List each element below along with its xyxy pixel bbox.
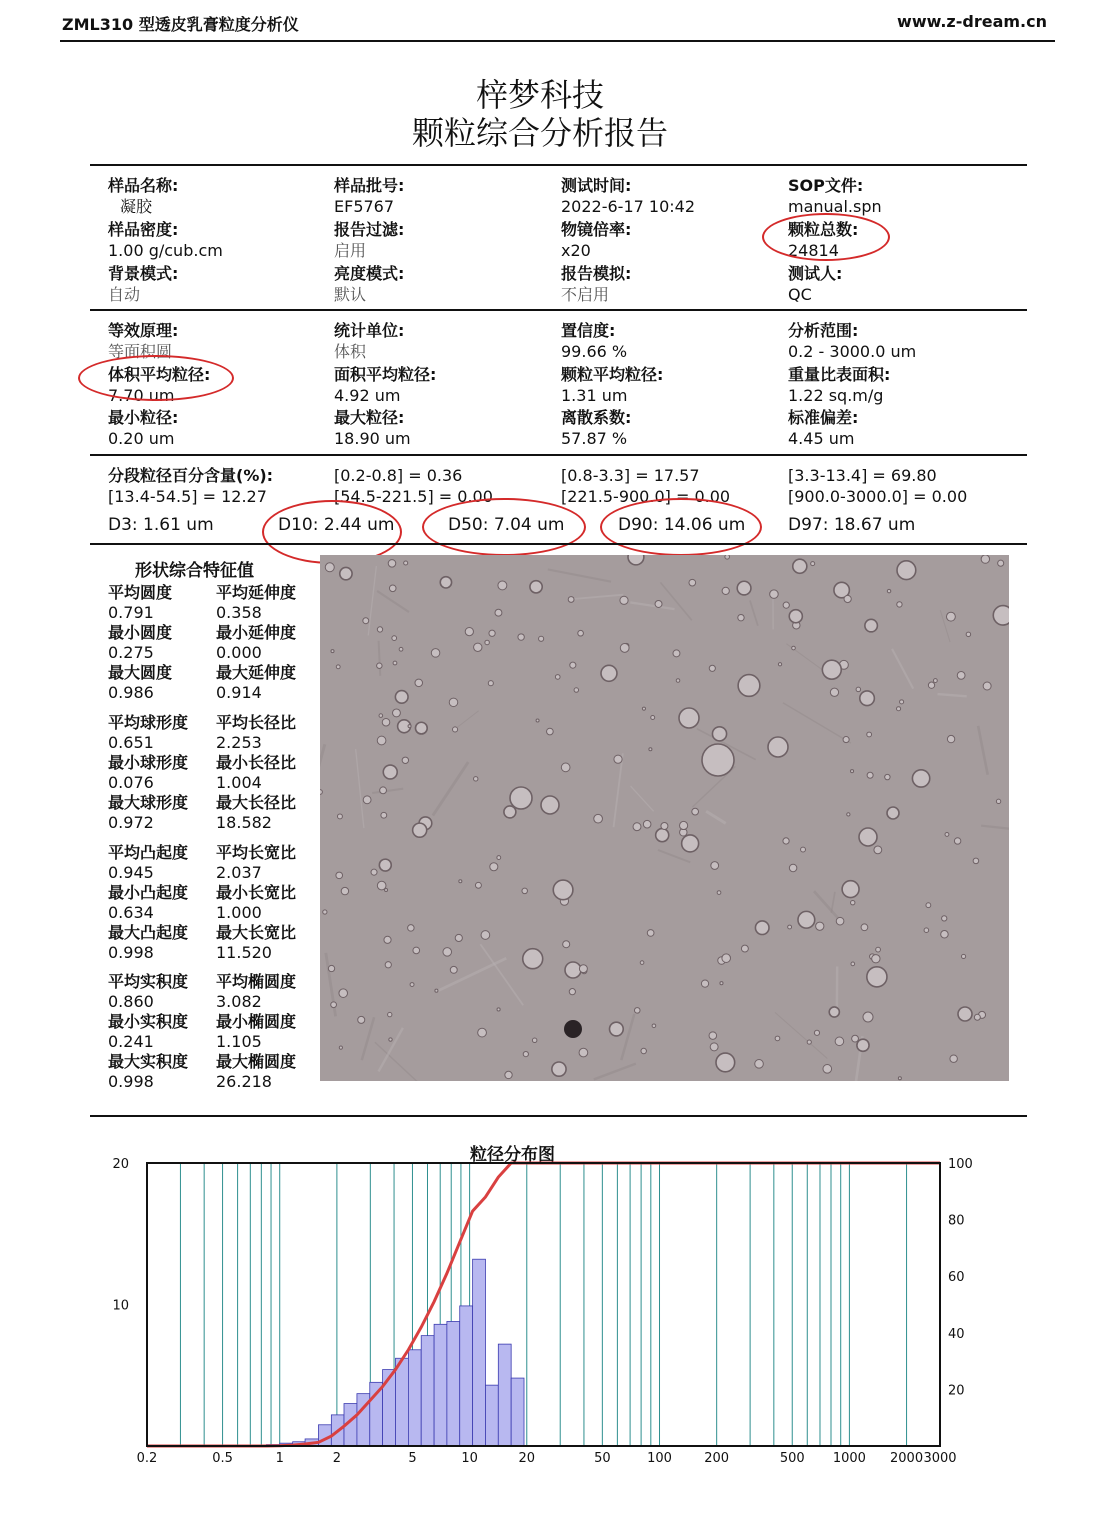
cumulative-curve	[147, 1163, 940, 1446]
histogram-bar	[408, 1350, 421, 1446]
shape-feature-value: 1.004	[216, 773, 262, 792]
x-tick-label: 200	[704, 1451, 730, 1466]
stat-cell: 重量比表面积: 1.22 sq.m/g	[788, 365, 891, 405]
microscope-image	[320, 555, 1009, 1081]
shape-feature-value: 18.582	[216, 813, 272, 832]
shape-feature-label: 平均长宽比	[216, 843, 297, 862]
shape-feature-label: 最小凸起度	[108, 883, 189, 902]
histogram-bar	[511, 1378, 524, 1446]
y-right-tick-label: 40	[948, 1326, 965, 1342]
shape-feature-value: 1.000	[216, 903, 262, 922]
shape-feature-label: 平均椭圆度	[216, 972, 297, 991]
histogram-bar	[421, 1336, 434, 1446]
x-tick-label: 2	[332, 1451, 342, 1466]
histogram-bar	[498, 1344, 511, 1446]
x-tick-label: 10	[461, 1451, 478, 1466]
shape-feature-label: 平均延伸度	[216, 583, 297, 602]
shape-feature-label: 最小长径比	[216, 753, 297, 772]
histogram-bar	[473, 1259, 486, 1446]
divider	[90, 454, 1027, 456]
info-cell: 测试时间: 2022-6-17 10:42	[561, 176, 695, 216]
header-product-name: ZML310 型透皮乳膏粒度分析仪	[62, 15, 299, 34]
segment-cell: [0.8-3.3] = 17.57 [221.5-900.0] = 0.00	[561, 466, 731, 506]
shape-feature-value: 0.998	[108, 1072, 154, 1091]
company-title: 梓梦科技	[475, 76, 604, 114]
stat-cell: 面积平均粒径: 4.92 um	[334, 365, 437, 405]
info-cell: 背景模式: 自动	[108, 264, 179, 304]
shape-feature-group	[216, 843, 316, 963]
x-tick-label: 500	[779, 1451, 805, 1466]
shape-feature-label: 最小长宽比	[216, 883, 297, 902]
shape-feature-value: 11.520	[216, 943, 272, 962]
shape-feature-value: 2.253	[216, 733, 262, 752]
d10-value: D10: 2.44 um	[278, 515, 395, 535]
shape-feature-value: 0.076	[108, 773, 154, 792]
stat-cell: 统计单位: 体积	[334, 321, 405, 361]
x-tick-label: 1000	[832, 1451, 866, 1466]
shape-feature-value: 0.914	[216, 683, 262, 702]
d97-value: D97: 18.67 um	[788, 515, 916, 535]
x-tick-label: 3000	[923, 1451, 957, 1466]
info-cell: 样品名称: 凝胶	[108, 176, 179, 216]
d50-value: D50: 7.04 um	[448, 515, 565, 535]
shape-feature-value: 0.860	[108, 992, 154, 1011]
histogram-bar	[447, 1321, 460, 1446]
info-cell: 样品密度: 1.00 g/cub.cm	[108, 220, 223, 260]
shape-feature-value: 0.241	[108, 1032, 154, 1051]
shape-feature-label: 最小球形度	[108, 753, 189, 772]
histogram-bar	[395, 1358, 408, 1446]
stat-cell: 体积平均粒径: 7.70 um	[108, 365, 211, 405]
report-title: 颗粒综合分析报告	[411, 114, 668, 152]
shape-feature-value: 0.275	[108, 643, 154, 662]
info-cell: 报告模拟: 不启用	[561, 264, 632, 304]
info-cell: 样品批号: EF5767	[334, 176, 405, 216]
segment-cell: [3.3-13.4] = 69.80 [900.0-3000.0] = 0.00	[788, 466, 968, 506]
stat-cell: 置信度: 99.66 %	[561, 321, 628, 361]
shape-feature-label: 平均球形度	[108, 713, 189, 732]
info-cell: 颗粒总数: 24814	[788, 220, 859, 260]
shape-feature-label: 平均实积度	[108, 972, 189, 991]
shape-feature-label: 平均长径比	[216, 713, 297, 732]
shape-section-title: 形状综合特征值	[135, 561, 254, 581]
shape-feature-value: 3.082	[216, 992, 262, 1011]
divider	[90, 309, 1027, 311]
shape-feature-group	[108, 843, 208, 963]
stat-cell: 等效原理: 等面积圆	[108, 321, 179, 361]
header-website: www.z-dream.cn	[897, 12, 1047, 31]
shape-feature-value: 1.105	[216, 1032, 262, 1051]
shape-feature-group	[216, 972, 316, 1092]
shape-feature-value: 0.651	[108, 733, 154, 752]
annotation-ellipse	[78, 355, 234, 401]
shape-feature-label: 最小圆度	[108, 623, 173, 642]
stat-cell: 离散系数: 57.87 %	[561, 408, 632, 448]
info-cell: 物镜倍率: x20	[561, 220, 632, 260]
divider	[90, 164, 1027, 166]
shape-feature-label: 最小椭圆度	[216, 1012, 297, 1031]
d3-value: D3: 1.61 um	[108, 515, 214, 535]
shape-feature-label: 最小实积度	[108, 1012, 189, 1031]
shape-feature-group	[216, 583, 316, 703]
d90-value: D90: 14.06 um	[618, 515, 746, 535]
x-tick-label: 20	[518, 1451, 536, 1466]
shape-feature-value: 0.945	[108, 863, 154, 882]
shape-feature-value: 0.791	[108, 603, 154, 622]
header-rule	[60, 40, 1055, 42]
shape-feature-label: 平均圆度	[108, 583, 173, 602]
shape-feature-group	[108, 713, 208, 833]
chart-title: 粒径分布图	[470, 1145, 555, 1165]
y-right-tick-label: 60	[948, 1270, 965, 1286]
microscope-image-drawing	[320, 555, 1009, 1081]
x-tick-label: 0.5	[212, 1451, 233, 1466]
stat-cell: 最小粒径: 0.20 um	[108, 408, 179, 448]
shape-feature-label: 最大圆度	[108, 663, 173, 682]
histogram-bar	[460, 1306, 473, 1446]
segment-cell: [0.2-0.8] = 0.36 [54.5-221.5] = 0.00	[334, 466, 493, 506]
shape-feature-value: 0.358	[216, 603, 262, 622]
x-tick-label: 0.2	[136, 1451, 158, 1466]
shape-feature-label: 最大球形度	[108, 793, 189, 812]
annotation-ellipse	[600, 498, 762, 556]
info-cell: SOP文件: manual.spn	[788, 176, 882, 216]
shape-feature-label: 最大椭圆度	[216, 1052, 297, 1071]
x-tick-label: 1	[275, 1451, 284, 1466]
distribution-chart	[0, 1150, 1120, 1480]
y-left-tick-label: 10	[112, 1298, 129, 1314]
shape-feature-value: 2.037	[216, 863, 262, 882]
shape-feature-value: 0.986	[108, 683, 154, 702]
shape-feature-label: 最大凸起度	[108, 923, 189, 942]
histogram-bar	[434, 1324, 447, 1446]
shape-feature-label: 最大实积度	[108, 1052, 189, 1071]
shape-feature-group	[108, 583, 208, 703]
x-tick-label: 50	[594, 1451, 611, 1466]
shape-feature-value: 0.998	[108, 943, 154, 962]
histogram-bar	[383, 1370, 396, 1446]
info-cell: 亮度模式: 默认	[334, 264, 405, 304]
stat-cell: 分析范围: 0.2 - 3000.0 um	[788, 321, 917, 361]
plot-frame	[147, 1163, 940, 1446]
annotation-ellipse	[422, 498, 586, 556]
annotation-ellipse	[762, 213, 890, 261]
y-right-tick-label: 80	[948, 1213, 965, 1229]
info-cell: 测试人: QC	[788, 264, 843, 304]
shape-feature-value: 0.972	[108, 813, 154, 832]
y-right-tick-label: 100	[948, 1157, 973, 1172]
stat-cell: 颗粒平均粒径: 1.31 um	[561, 365, 664, 405]
x-tick-label: 5	[408, 1451, 417, 1466]
shape-feature-label: 最小延伸度	[216, 623, 297, 642]
shape-feature-value: 0.000	[216, 643, 262, 662]
stat-cell: 最大粒径: 18.90 um	[334, 408, 411, 448]
shape-feature-label: 最大长径比	[216, 793, 297, 812]
shape-feature-label: 最大长宽比	[216, 923, 297, 942]
y-right-tick-label: 20	[948, 1383, 965, 1399]
info-cell: 报告过滤: 启用	[334, 220, 405, 260]
shape-feature-value: 0.634	[108, 903, 154, 922]
y-left-tick-label: 20	[112, 1157, 129, 1172]
x-tick-label: 2000	[890, 1451, 924, 1466]
divider	[90, 1115, 1027, 1117]
x-tick-label: 100	[647, 1451, 672, 1466]
segment-cell: 分段粒径百分含量(%): [13.4-54.5] = 12.27	[108, 466, 274, 506]
shape-feature-value: 26.218	[216, 1072, 272, 1091]
shape-feature-label: 最大延伸度	[216, 663, 297, 682]
shape-feature-group	[108, 972, 208, 1092]
divider	[90, 543, 1027, 545]
shape-feature-label: 平均凸起度	[108, 843, 189, 862]
histogram-bar	[485, 1385, 498, 1446]
stat-cell: 标准偏差: 4.45 um	[788, 408, 859, 448]
shape-feature-group	[216, 713, 316, 833]
